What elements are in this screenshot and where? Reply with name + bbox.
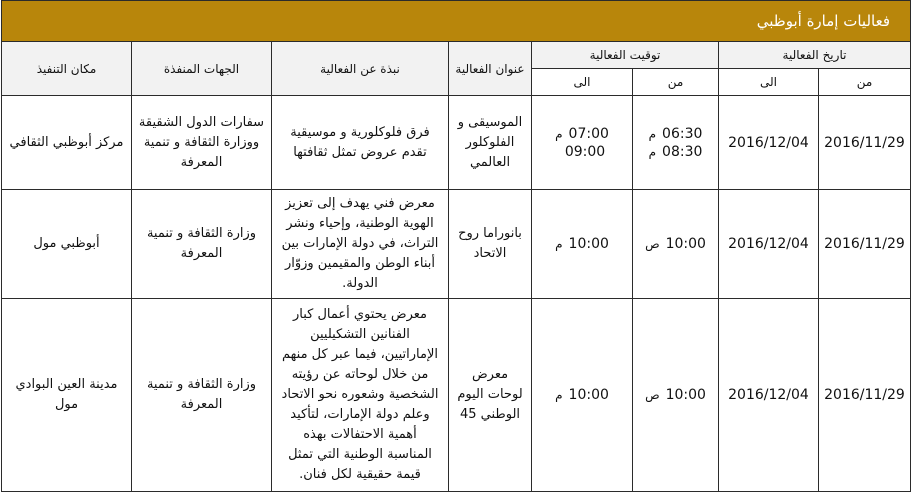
event-title-cell: معرض لوحات اليوم الوطني 45 <box>449 299 532 492</box>
table-row <box>2 299 911 492</box>
date-to-cell: 2016/12/04 <box>719 190 819 299</box>
about-cell: معرض فني يهدف إلى تعزيز الهوية الوطنية، وإحياء ونشر التراث، في دولة الإمارات بين أبناء الوطن والمقيمين وزوّار الدولة. <box>272 190 449 299</box>
date-to-cell: 2016/12/04 <box>719 96 819 190</box>
organizers-cell: وزارة الثقافة و تنمية المعرفة <box>132 299 272 492</box>
header-event-title: عنوان الفعالية <box>449 42 532 96</box>
table-row <box>2 190 911 299</box>
header-time-from: من <box>633 69 719 96</box>
header-date-to: الى <box>719 69 819 96</box>
event-title-cell: بانوراما روح الاتحاد <box>449 190 532 299</box>
time-from-cell: 10:00 ص <box>633 299 719 492</box>
header-time-to: الى <box>532 69 633 96</box>
table-row <box>2 96 911 190</box>
date-to-cell: 2016/12/04 <box>719 299 819 492</box>
organizers-cell: وزارة الثقافة و تنمية المعرفة <box>132 190 272 299</box>
header-organizers: الجهات المنفذة <box>132 42 272 96</box>
events-table <box>1 0 911 492</box>
venue-cell: أبوظبي مول <box>2 190 132 299</box>
organizers-cell: سفارات الدول الشقيقة ووزارة الثقافة و تنمية المعرفة <box>132 96 272 190</box>
about-cell: فرق فلوكلورية و موسيقية تقدم عروض تمثل ثقافتها <box>272 96 449 190</box>
time-from-cell: 06:30 م 08:30 م <box>633 96 719 190</box>
time-to-cell: 07:00 م 09:00 <box>532 96 633 190</box>
page-title: فعاليات إمارة أبوظبي <box>2 1 911 42</box>
venue-cell: مركز أبوظبي الثقافي <box>2 96 132 190</box>
venue-cell: مدينة العين البوادي مول <box>2 299 132 492</box>
time-from-cell: 10:00 ص <box>633 190 719 299</box>
date-from-cell: 2016/11/29 <box>819 190 911 299</box>
header-time-group: توقيت الفعالية <box>532 42 719 69</box>
header-about: نبذة عن الفعالية <box>272 42 449 96</box>
time-to-cell: 10:00 م <box>532 190 633 299</box>
header-date-group: تاريخ الفعالية <box>719 42 911 69</box>
date-from-cell: 2016/11/29 <box>819 299 911 492</box>
time-to-cell: 10:00 م <box>532 299 633 492</box>
header-venue: مكان التنفيذ <box>2 42 132 96</box>
header-date-from: من <box>819 69 911 96</box>
event-title-cell: الموسيقى و الفلوكلور العالمي <box>449 96 532 190</box>
date-from-cell: 2016/11/29 <box>819 96 911 190</box>
about-cell: معرض يحتوي أعمال كبار الفنانين التشكيليين الإماراتيين، فيما عبر كل منهم من خلال لوحاته عن رؤيته الشخصية وشعوره نحو الاتحاد وعلم دولة الإمارات، لتأكيد أهمية الاحتفالات بهذه المناسبة الوطنية التي تمثل قيمة حقيقية لكل فنان. <box>272 299 449 492</box>
